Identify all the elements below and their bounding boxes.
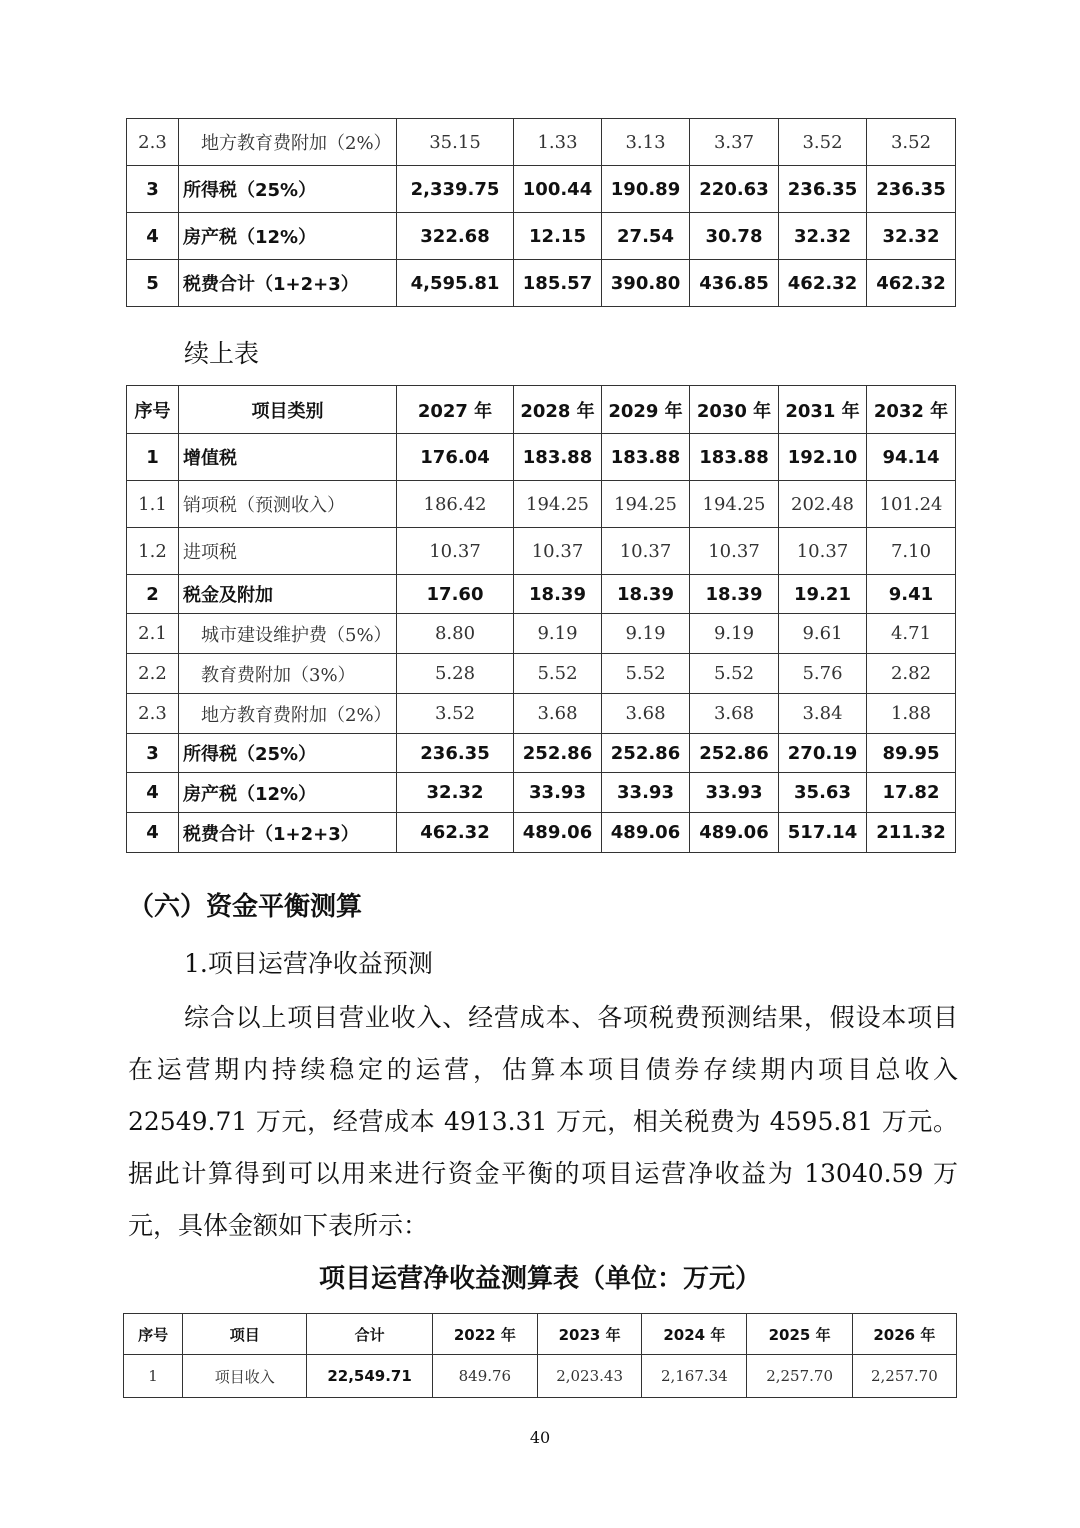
- value-cell: 3.52: [867, 119, 956, 166]
- value-cell: 9.19: [514, 614, 602, 654]
- value-cell: 462.32: [867, 260, 956, 307]
- table-row: [127, 260, 956, 307]
- column-header: 项目类别: [179, 386, 397, 434]
- total-cell: 22,549.71: [307, 1355, 432, 1398]
- row-number: 2.1: [127, 614, 179, 654]
- value-cell: 252.86: [514, 734, 602, 773]
- value-cell: 32.32: [867, 213, 956, 260]
- row-number: 2.3: [127, 119, 179, 166]
- column-header: 2022 年: [432, 1314, 537, 1355]
- table-row: [127, 434, 956, 481]
- value-cell: 211.32: [867, 813, 956, 853]
- value-cell: 9.61: [779, 614, 867, 654]
- row-number: 1: [127, 434, 179, 481]
- value-cell: 2,257.70: [747, 1355, 852, 1398]
- page-number: 40: [529, 1428, 551, 1447]
- value-cell: 17.82: [867, 773, 956, 813]
- table-row: [127, 813, 956, 853]
- column-header: 合计: [307, 1314, 432, 1355]
- value-cell: 489.06: [514, 813, 602, 853]
- value-cell: 517.14: [779, 813, 867, 853]
- table-row: [127, 734, 956, 773]
- row-number: 4: [127, 773, 179, 813]
- value-cell: 849.76: [432, 1355, 537, 1398]
- table-title: 项目运营净收益测算表（单位：万元）: [318, 1264, 761, 1294]
- value-cell: 236.35: [867, 166, 956, 213]
- value-cell: 462.32: [397, 813, 514, 853]
- row-number: 2: [127, 575, 179, 614]
- value-cell: 2,167.34: [642, 1355, 747, 1398]
- value-cell: 183.88: [690, 434, 779, 481]
- column-header: 2031 年: [779, 386, 867, 434]
- value-cell: 8.80: [397, 614, 514, 654]
- value-cell: 3.52: [397, 694, 514, 734]
- column-header: 2030 年: [690, 386, 779, 434]
- value-cell: 33.93: [690, 773, 779, 813]
- value-cell: 183.88: [602, 434, 690, 481]
- value-cell: 5.28: [397, 654, 514, 694]
- column-header: 2026 年: [852, 1314, 956, 1355]
- value-cell: 10.37: [690, 528, 779, 575]
- value-cell: 176.04: [397, 434, 514, 481]
- table-row: [127, 654, 956, 694]
- item-name: 教育费附加（3%）: [179, 654, 397, 694]
- table-row: [124, 1355, 957, 1398]
- item-name: 地方教育费附加（2%）: [179, 694, 397, 734]
- value-cell: 3.13: [602, 119, 690, 166]
- value-cell: 194.25: [514, 481, 602, 528]
- value-cell: 33.93: [602, 773, 690, 813]
- row-number: 1.2: [127, 528, 179, 575]
- column-header: 2023 年: [537, 1314, 641, 1355]
- item-name: 房产税（12%）: [179, 773, 397, 813]
- item-name: 项目收入: [183, 1355, 307, 1398]
- net-income-table: [123, 1313, 957, 1398]
- value-cell: 5.76: [779, 654, 867, 694]
- table-row: [127, 773, 956, 813]
- column-header: 2024 年: [642, 1314, 747, 1355]
- table-row: [127, 481, 956, 528]
- value-cell: 192.10: [779, 434, 867, 481]
- value-cell: 9.19: [602, 614, 690, 654]
- value-cell: 10.37: [397, 528, 514, 575]
- value-cell: 236.35: [397, 734, 514, 773]
- table-row: [127, 614, 956, 654]
- value-cell: 10.37: [602, 528, 690, 575]
- column-header: 序号: [127, 386, 179, 434]
- value-cell: 19.21: [779, 575, 867, 614]
- value-cell: 89.95: [867, 734, 956, 773]
- value-cell: 220.63: [690, 166, 779, 213]
- value-cell: 185.57: [514, 260, 602, 307]
- value-cell: 1.88: [867, 694, 956, 734]
- table-row: [127, 575, 956, 614]
- value-cell: 489.06: [602, 813, 690, 853]
- column-header: 2027 年: [397, 386, 514, 434]
- row-number: 1: [124, 1355, 183, 1398]
- value-cell: 27.54: [602, 213, 690, 260]
- item-name: 所得税（25%）: [179, 734, 397, 773]
- item-name: 城市建设维护费（5%）: [179, 614, 397, 654]
- value-cell: 9.19: [690, 614, 779, 654]
- table-row: [127, 119, 956, 166]
- value-cell: 1.33: [514, 119, 602, 166]
- value-cell: 186.42: [397, 481, 514, 528]
- body-paragraph: 综合以上项目营业收入、经营成本、各项税费预测结果，假设本项目在运营期内持续稳定的运营，估算本项目债券存续期内项目总收入 22549.71 万元，经营成本 4913.31 万元，相关税费为 4595.81 万元。据此计算得到可以用来进行资金平衡的项目运营净收益为 13040.59 万元，具体金额如下表所示：: [128, 1003, 958, 1240]
- value-cell: 270.19: [779, 734, 867, 773]
- column-header: 2029 年: [602, 386, 690, 434]
- value-cell: 5.52: [690, 654, 779, 694]
- row-number: 2.2: [127, 654, 179, 694]
- value-cell: 436.85: [690, 260, 779, 307]
- row-number: 1.1: [127, 481, 179, 528]
- value-cell: 183.88: [514, 434, 602, 481]
- value-cell: 35.63: [779, 773, 867, 813]
- table-row: [127, 694, 956, 734]
- value-cell: 236.35: [779, 166, 867, 213]
- value-cell: 35.15: [397, 119, 514, 166]
- value-cell: 2,023.43: [537, 1355, 641, 1398]
- value-cell: 3.84: [779, 694, 867, 734]
- value-cell: 194.25: [690, 481, 779, 528]
- value-cell: 12.15: [514, 213, 602, 260]
- value-cell: 3.52: [779, 119, 867, 166]
- value-cell: 2,257.70: [852, 1355, 956, 1398]
- value-cell: 9.41: [867, 575, 956, 614]
- value-cell: 32.32: [397, 773, 514, 813]
- row-number: 5: [127, 260, 179, 307]
- item-name: 税费合计（1+2+3）: [179, 260, 397, 307]
- item-name: 增值税: [179, 434, 397, 481]
- value-cell: 5.52: [514, 654, 602, 694]
- value-cell: 202.48: [779, 481, 867, 528]
- column-header: 2028 年: [514, 386, 602, 434]
- item-name: 进项税: [179, 528, 397, 575]
- value-cell: 18.39: [602, 575, 690, 614]
- item-name: 销项税（预测收入）: [179, 481, 397, 528]
- value-cell: 252.86: [690, 734, 779, 773]
- value-cell: 462.32: [779, 260, 867, 307]
- value-cell: 5.52: [602, 654, 690, 694]
- value-cell: 4,595.81: [397, 260, 514, 307]
- item-name: 地方教育费附加（2%）: [179, 119, 397, 166]
- column-header: 项目: [183, 1314, 307, 1355]
- table-row: [127, 166, 956, 213]
- value-cell: 18.39: [514, 575, 602, 614]
- value-cell: 10.37: [514, 528, 602, 575]
- row-number: 3: [127, 166, 179, 213]
- tax-table-part2: [126, 385, 956, 853]
- value-cell: 7.10: [867, 528, 956, 575]
- value-cell: 10.37: [779, 528, 867, 575]
- row-number: 3: [127, 734, 179, 773]
- value-cell: 94.14: [867, 434, 956, 481]
- value-cell: 32.32: [779, 213, 867, 260]
- value-cell: 322.68: [397, 213, 514, 260]
- column-header: 2032 年: [867, 386, 956, 434]
- item-name: 所得税（25%）: [179, 166, 397, 213]
- item-name: 税金及附加: [179, 575, 397, 614]
- section-heading: （六）资金平衡测算: [128, 892, 363, 922]
- tax-table-part1: [126, 118, 956, 307]
- value-cell: 252.86: [602, 734, 690, 773]
- value-cell: 30.78: [690, 213, 779, 260]
- table-row: [127, 213, 956, 260]
- continued-label: 续上表: [184, 339, 260, 368]
- table-row: [127, 528, 956, 575]
- value-cell: 4.71: [867, 614, 956, 654]
- value-cell: 101.24: [867, 481, 956, 528]
- value-cell: 3.68: [602, 694, 690, 734]
- column-header: 2025 年: [747, 1314, 852, 1355]
- row-number: 2.3: [127, 694, 179, 734]
- value-cell: 3.68: [690, 694, 779, 734]
- column-header: 序号: [124, 1314, 183, 1355]
- value-cell: 489.06: [690, 813, 779, 853]
- row-number: 4: [127, 213, 179, 260]
- item-name: 房产税（12%）: [179, 213, 397, 260]
- value-cell: 390.80: [602, 260, 690, 307]
- value-cell: 100.44: [514, 166, 602, 213]
- value-cell: 3.37: [690, 119, 779, 166]
- value-cell: 18.39: [690, 575, 779, 614]
- value-cell: 2.82: [867, 654, 956, 694]
- value-cell: 33.93: [514, 773, 602, 813]
- row-number: 4: [127, 813, 179, 853]
- value-cell: 2,339.75: [397, 166, 514, 213]
- value-cell: 3.68: [514, 694, 602, 734]
- item-name: 税费合计（1+2+3）: [179, 813, 397, 853]
- value-cell: 17.60: [397, 575, 514, 614]
- value-cell: 194.25: [602, 481, 690, 528]
- subheading: 1.项目运营净收益预测: [184, 949, 433, 978]
- value-cell: 190.89: [602, 166, 690, 213]
